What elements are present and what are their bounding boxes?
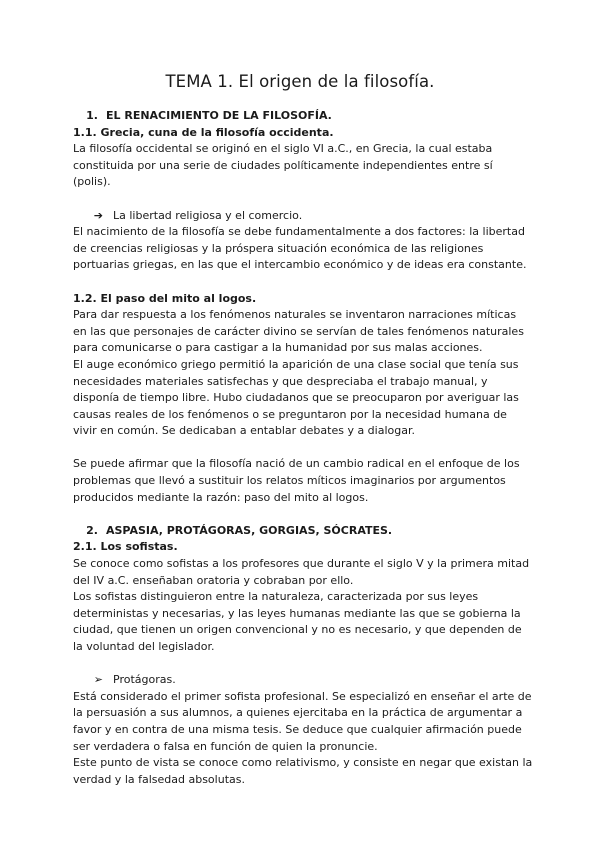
subsection-1-1-heading: 1.1. Grecia, cuna de la filosofía occidenta. [73,125,334,139]
section-2-number: 2. [86,523,98,537]
section-1-title: EL RENACIMIENTO DE LA FILOSOFÍA. [106,109,332,122]
subsection-2-1-heading: 2.1. Los sofistas. [73,540,178,554]
bullet-text: La libertad religiosa y el comercio. [113,208,303,222]
section-2-heading [73,523,533,540]
paragraph-2-1-b: Los sofistas distinguieron entre la naturaleza, caracterizada por sus leyes deterministas y necesarias, y las leyes humanas mediante las que se gobierna la ciudad, que tienen un origen convencional y no es necesario, y que dependen de la voluntad del legislador. [73,590,522,653]
bullet-text: Protágoras. [113,673,176,687]
spacer [73,440,533,457]
paragraph-1-2-c: Se puede afirmar que la filosofía nació de un cambio radical en el enfoque de los problemas que llevó a sustituir los relatos míticos imaginarios por argumentos producidos mediante la razón: paso del mito al logos. [73,457,520,504]
paragraph-2-1-c: Está considerado el primer sofista profesional. Se especializó en enseñar el arte de la persuasión a sus alumnos, a quienes ejercitaba en la práctica de argumentar a favor y en contra de una misma tesis. Se deduce que cualquier afirmación puede ser verdadera o falsa en función de quien la pronuncie. [73,689,532,753]
paragraph-1-1: La filosofía occidental se originó en el siglo VI a.C., en Grecia, la cual estaba constituida por una serie de ciudades políticamente independientes entre sí (polis). [73,142,493,189]
section-1-heading [73,108,533,125]
spacer [73,506,533,523]
bullet-item [73,208,533,225]
paragraph-1-1-b: El nacimiento de la filosofía se debe fundamentalmente a dos factores: la libertad de creencias religiosas y la próspera situación económica de las religiones portuarias griegas, en las que el intercambio económico y de ideas era constante. [73,225,527,272]
section-2-title: ASPASIA, PROTÁGORAS, GORGIAS, SÓCRATES. [106,523,393,537]
section-1-number: 1. [86,109,98,122]
triangle-bullet-icon: ➢ [93,673,103,687]
spacer [73,656,533,673]
spacer [73,274,533,291]
spacer [73,191,533,208]
document-body [73,108,533,788]
paragraph-2-1-d: Este punto de vista se conoce como relativismo, y consiste en negar que existan la verdad y la falsedad absolutas. [73,756,533,786]
subsection-1-2-heading: 1.2. El paso del mito al logos. [73,291,257,305]
arrow-bullet-icon: ➔ [93,208,103,222]
bullet-item [73,672,533,689]
document-title: TEMA 1. El origen de la filosofía. [165,72,435,91]
paragraph-1-2-b: El auge económico griego permitió la aparición de una clase social que tenía sus necesidades materiales satisfechas y que despreciaba el trabajo manual, y disponía de tiempo libre. Hubo ciudadanos que se preocuparon por averiguar las causas reales de los fenómenos o se preguntaron por la necesidad humana de vivir en común. Se dedicaban a entablar debates y a dialogar. [73,357,519,438]
paragraph-1-2-a: Para dar respuesta a los fenómenos naturales se inventaron narraciones míticas en las que personajes de carácter divino se servían de tales fenómenos naturales para comunicarse o para castigar a la humanidad por sus malas acciones. [73,308,524,355]
paragraph-2-1-a: Se conoce como sofistas a los profesores que durante el siglo V y la primera mitad del IV a.C. enseñaban oratoria y cobraban por ello. [73,557,530,587]
